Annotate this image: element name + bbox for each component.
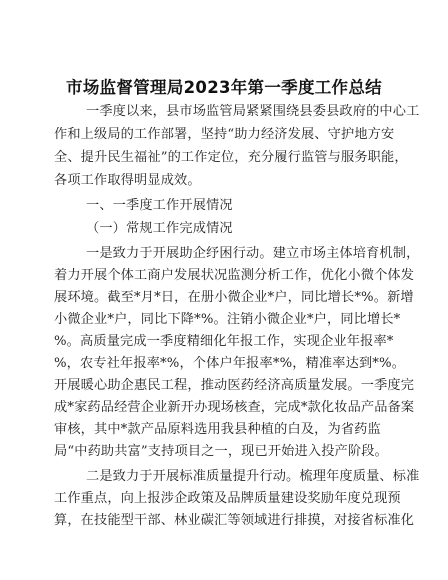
- paragraph-line: 全、提升民生福祉”的工作定位，充分履行监管与服务职能，: [54, 150, 408, 165]
- paragraph-line: 一季度以来，县市场监管局紧紧围绕县委县政府的中心工: [86, 104, 420, 119]
- paragraph-line: 局“中药助共富”支持项目之一，现已开始进入投产阶段。: [54, 444, 388, 459]
- paragraph-line: %，农专社年报率*%，个体户年报率*%，精准率达到*%。: [54, 356, 406, 371]
- paragraph-line: 工作重点，向上报涉企政策及品牌质量建设奖励年度兑现预: [54, 491, 401, 506]
- paragraph-line: 开展暖心助企惠民工程，推动医药经济高质量发展。一季度完: [54, 378, 415, 393]
- section-heading: 一、一季度工作开展情况: [86, 198, 233, 213]
- paragraph-line: 二是致力于开展标准质量提升行动。梳理年度质量、标准: [86, 469, 420, 484]
- document-title: 市场监督管理局2023年第一季度工作总结: [66, 78, 382, 97]
- subsection-heading: （一）常规工作完成情况: [86, 221, 233, 236]
- paragraph-line: 审核，其中*款产品原料选用我县种植的白及，为省药监: [54, 422, 381, 437]
- paragraph-line: 一是致力于开展助企纾困行动。建立市场主体培育机制，: [86, 246, 420, 261]
- paragraph-line: 着力开展个体工商户发展状况监测分析工作，优化小微个体发: [54, 268, 415, 283]
- paragraph-line: 成*家药品经营企业新开办现场核查，完成*款化妆品产品备案: [54, 400, 415, 415]
- paragraph-line: 作和上级局的工作部署，坚持“助力经济发展、守护地方安: [54, 127, 395, 142]
- paragraph-line: %。高质量完成一季度精细化年报工作，实现企业年报率*: [54, 334, 394, 349]
- paragraph-line: 展环境。截至*月*日，在册小微企业*户，同比增长*%。新增: [54, 290, 414, 305]
- paragraph-line: 各项工作取得明显成效。: [54, 173, 201, 188]
- paragraph-line: 算，在技能型干部、林业碳汇等领域进行排摸，对接省标准化: [54, 513, 415, 528]
- paragraph-line: 小微企业*户，同比下降*%。注销小微企业*户，同比增长*: [54, 312, 401, 327]
